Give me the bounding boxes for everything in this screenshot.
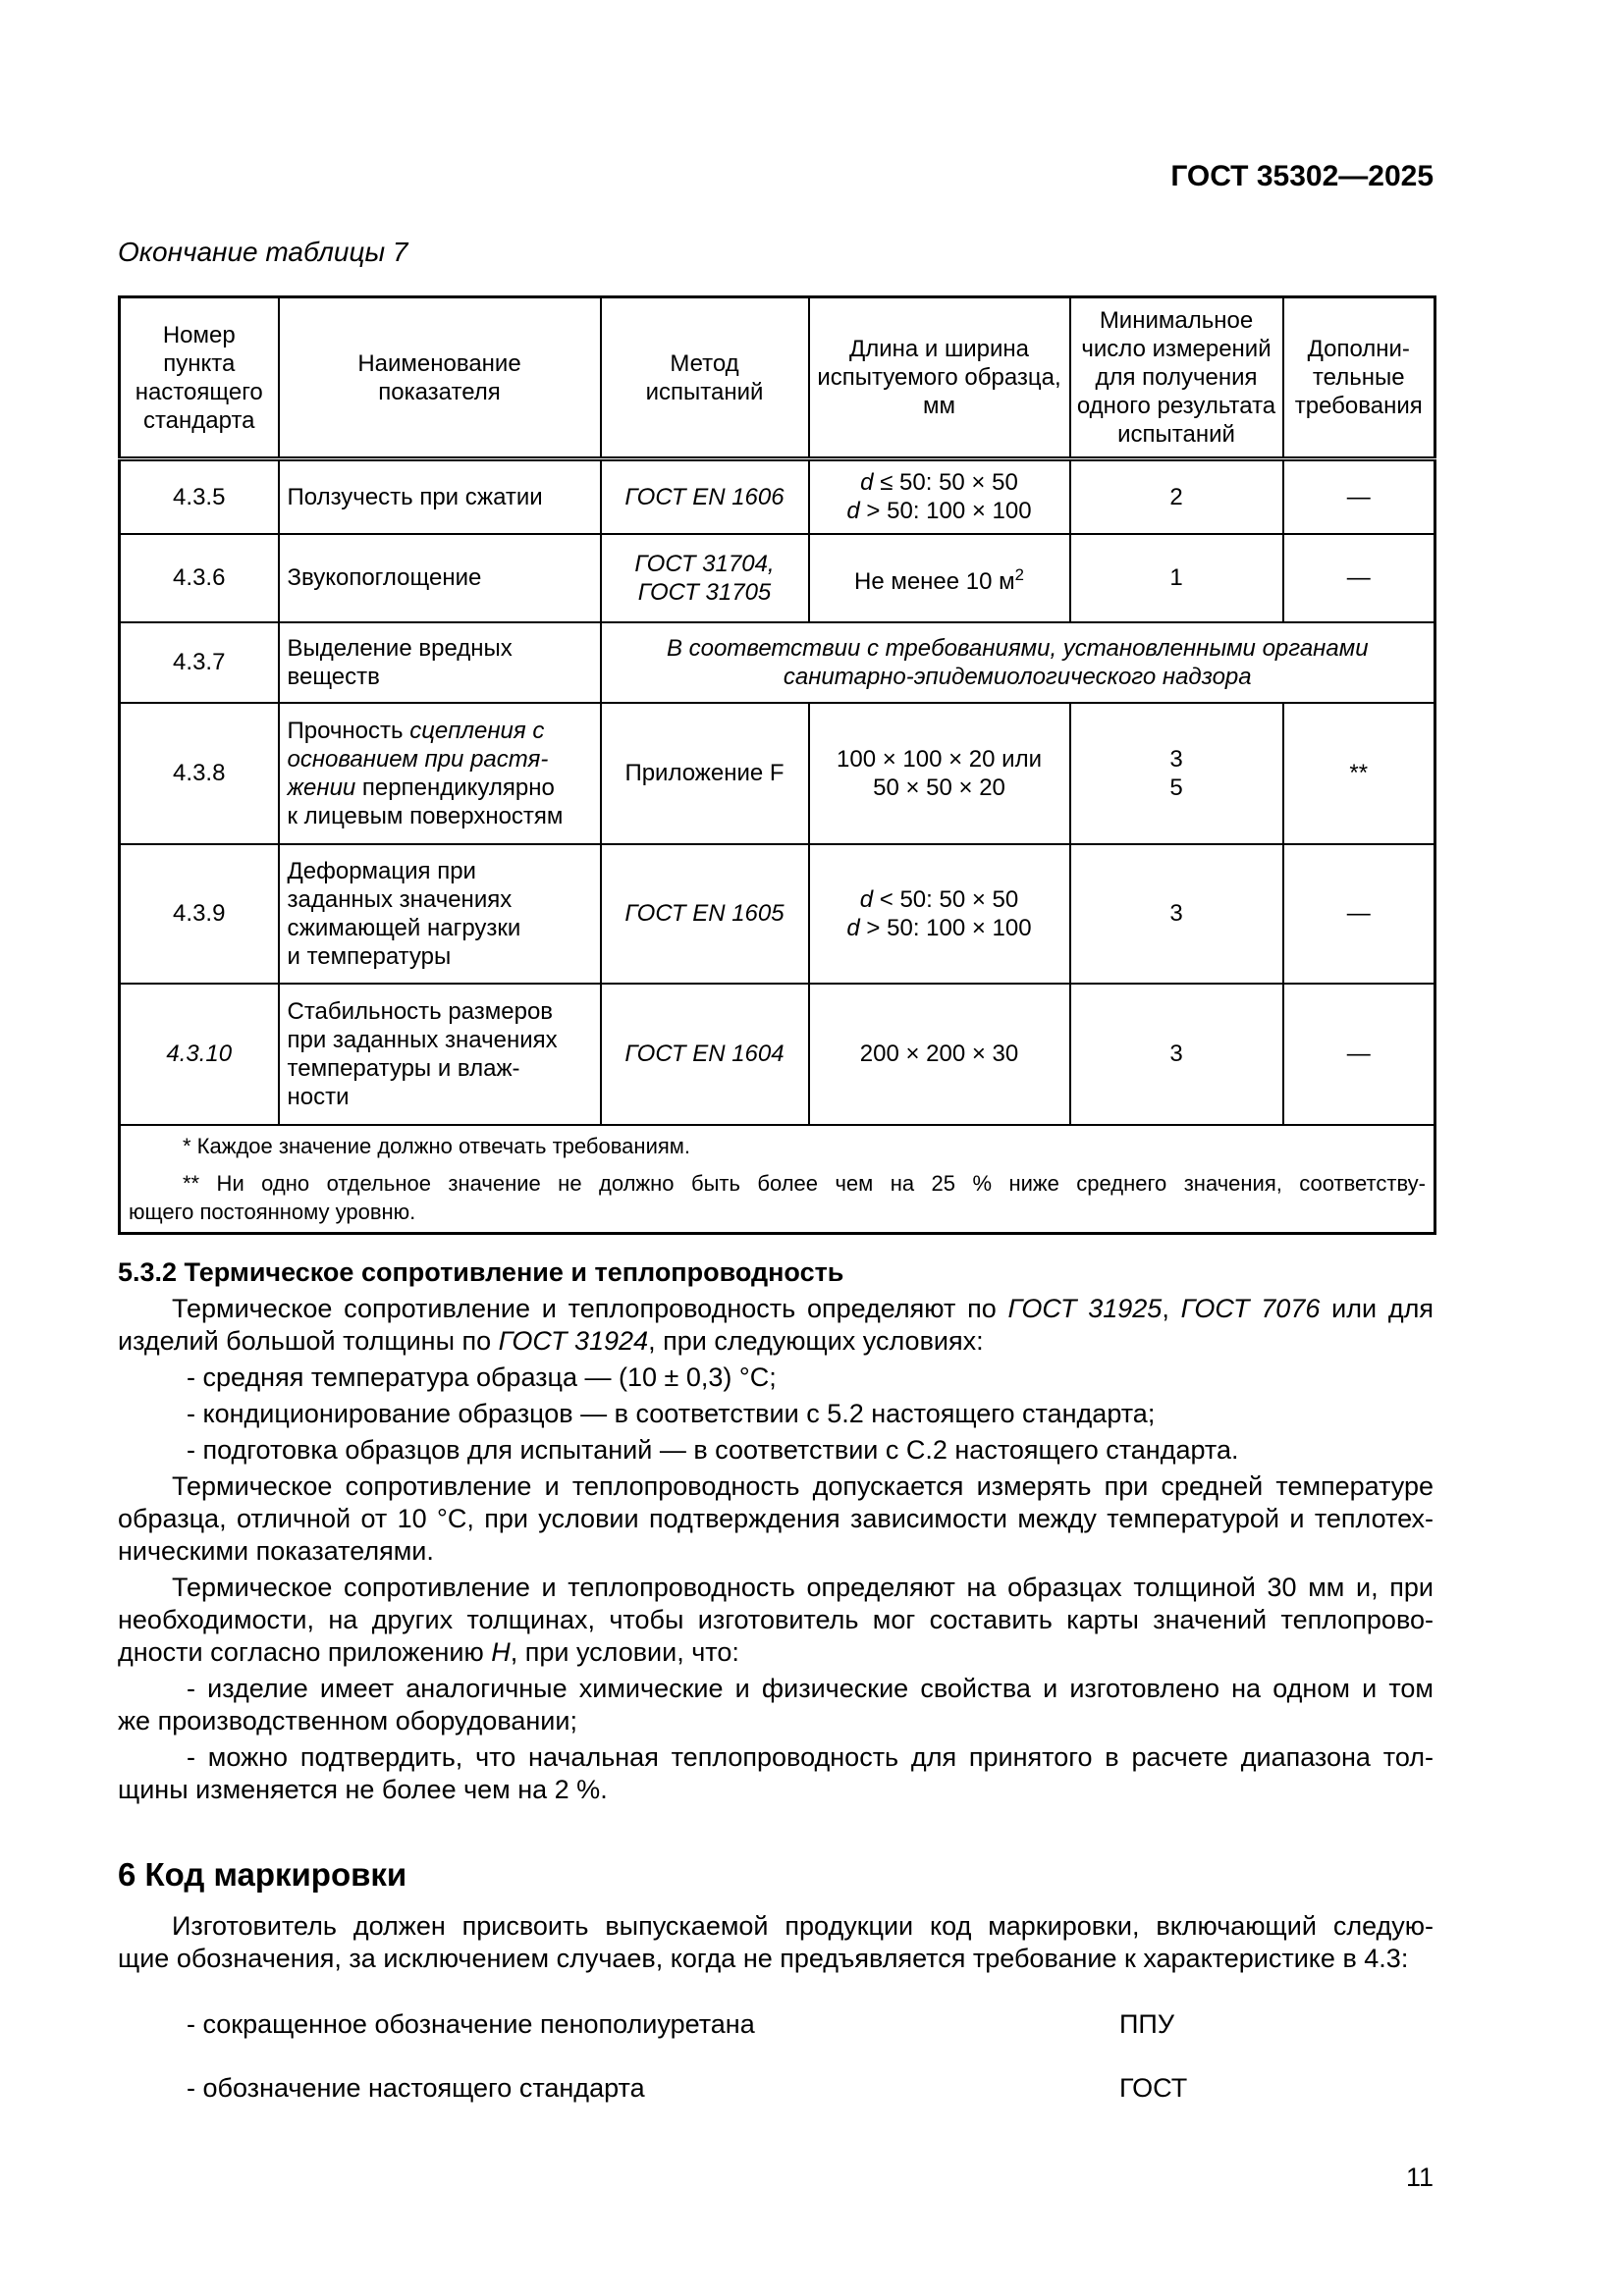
text-run: d [860,469,874,497]
text-run: Не менее 10 м [853,567,1015,595]
text-run: к лицевым поверхностям [287,802,564,829]
marking-code-list [118,2008,1434,2105]
text-line [118,1325,1434,1358]
text-run: или для [1320,1293,1434,1323]
cell-clause-number [120,984,279,1125]
text-line: 50 × 50 × 20 [873,774,1005,801]
cell-specimen-size [809,703,1070,844]
text-run: основанием при растя- [287,745,549,773]
table-row [120,622,1435,703]
superscript: 2 [1014,564,1025,584]
table-header-cell [279,297,601,459]
text-line: 200 × 200 × 30 [859,1041,1019,1067]
text-line [288,745,592,774]
table-row [120,984,1435,1125]
text-line: ющего постоянному уровню. [129,1199,416,1224]
cell-indicator-name [279,844,601,984]
cell-clause-number [120,622,279,703]
text-line: при заданных значениях [287,1026,558,1053]
text-line [610,578,800,607]
cell-test-method [601,534,809,622]
text-line: же производственном оборудовании; [118,1705,577,1735]
text-line: санитарно-эпидемиологического надзора [783,663,1252,690]
footnote-row [120,1125,1435,1234]
list-item [118,1434,1434,1467]
text-line: - кондиционирование образцов — в соответствии с 5.2 настоящего стандарта; [187,1398,1156,1428]
cell-specimen-size [809,844,1070,984]
text-run: d [859,885,874,913]
text-line: 4.3.6 [173,564,226,591]
text-line: ** Ни одно отдельное значение не должно быть более чем на 25 % ниже среднего значения, соответству- [183,1170,1426,1196]
text-line: Номер [162,321,236,348]
text-line: 4.3.7 [173,649,226,675]
text-line: показателя [378,378,501,405]
text-run: ГОСТ EN 1604 [624,1041,785,1067]
cell-specimen-size [809,459,1070,534]
text-run: ГОСТ EN 1606 [624,483,785,510]
cell-test-method [601,703,809,844]
table-header-cell [1283,297,1435,459]
cell-indicator-name [279,984,601,1125]
cell-min-measurements [1070,534,1283,622]
text-line: - можно подтвердить, что начальная теплопроводность для принятого в расчете диапазона тол- [187,1741,1434,1772]
table-header-cell [809,297,1070,459]
cell-min-measurements [1070,703,1283,844]
text-line: - подготовка образцов для испытаний — в соответствии с С.2 настоящего стандарта. [187,1434,1239,1465]
text-line: Выделение вредных [287,634,513,662]
requirements-table [118,295,1436,1235]
text-line: стандарта [142,406,255,434]
marking-code-label: - сокращенное обозначение пенополиуретана [187,2008,755,2039]
text-run: , [1162,1293,1181,1323]
text-line [129,1040,270,1068]
text-line: и температуры [287,942,452,970]
text-line: Стабильность размеров [287,997,554,1025]
table-header [120,297,1435,459]
text-line: — [1346,900,1371,927]
text-run: Прочность [287,717,410,744]
text-line: 3 [1169,1041,1183,1067]
text-run: > 50: 100 × 100 [859,914,1032,941]
text-line [818,885,1061,914]
text-line: 100 × 100 × 20 или [837,745,1042,773]
cell-additional-requirements [1283,703,1435,844]
text-line [610,1040,800,1068]
text-run: ГОСТ EN 1605 [624,900,785,927]
text-line: Звукопоглощение [287,564,482,591]
text-line [818,914,1061,942]
text-line: Ползучесть при сжатии [287,483,543,510]
table-caption: Окончание таблицы 7 [118,237,408,267]
cell-specimen-size [809,984,1070,1125]
text-line: щие обозначения, за исключением случаев, когда не предъявляется требование к характеристике в 4.3: [118,1943,1409,1973]
table-header-cell [1070,297,1283,459]
text-line: заданных значениях [287,885,513,913]
text-run: ГОСТ 7076 [1180,1293,1321,1323]
cell-additional-requirements [1283,459,1435,534]
cell-min-measurements [1070,459,1283,534]
paragraph [118,1293,1434,1358]
text-line [288,774,592,802]
text-line: 4.3.5 [173,483,226,510]
marking-code-label: - обозначение настоящего стандарта [187,2072,645,2103]
text-line: - средняя температура образца — (10 ± 0,3) °С; [187,1362,777,1392]
text-line: - изделие имеет аналогичные химические и физические свойства и изготовлено на одном и том [187,1673,1434,1703]
cell-indicator-name [279,459,601,534]
list-item [118,1362,1434,1394]
text-run: d [846,914,860,941]
text-line: * Каждое значение должно отвечать требованиям. [183,1133,691,1158]
text-line [818,561,1061,596]
paragraph [118,1910,1434,1975]
cell-indicator-name [279,703,601,844]
text-run: ГОСТ 31924 [498,1325,649,1356]
text-run: ≤ 50: 50 × 50 [873,469,1018,497]
text-line: В соответствии с требованиями, установленными органами [666,634,1369,662]
text-run: d [846,498,860,525]
table-body [120,459,1435,1125]
text-line: 4.3.9 [173,900,226,927]
text-line: ** [1349,760,1369,786]
cell-clause-number [120,534,279,622]
paragraph [118,1470,1434,1568]
text-line: сжимающей нагрузки [287,914,521,941]
text-run: дности согласно приложению [118,1636,492,1667]
table-header-cell [120,297,279,459]
text-line: щины изменяется не более чем на 2 %. [118,1774,608,1804]
text-line: ническими показателями. [118,1535,434,1566]
text-line [818,497,1061,525]
text-run: ГОСТ 31704, [634,550,775,577]
text-run: H [491,1636,511,1667]
text-run: > 50: 100 × 100 [859,498,1032,525]
text-line: настоящего [135,378,263,405]
marking-code-value: ГОСТ [1119,2072,1188,2103]
text-line: 3 [1169,900,1183,927]
text-line: испытуемого образца, [817,364,1061,391]
cell-test-method [601,844,809,984]
text-line: 5 [1169,774,1183,801]
page-content [118,0,1434,2194]
marking-code-value: ППУ [1119,2008,1174,2039]
text-line: Термическое сопротивление и теплопроводность допускается измерять при средней температуре [172,1470,1434,1501]
section-heading-5-3-2: 5.3.2 Термическое сопротивление и теплопроводность [118,1256,844,1287]
text-line: 3 [1169,745,1183,773]
cell-indicator-name [279,622,601,703]
list-item [118,1741,1434,1806]
text-line: веществ [287,663,380,690]
text-run: < 50: 50 × 50 [873,885,1019,913]
cell-min-measurements [1070,844,1283,984]
text-line [118,1293,1434,1325]
text-line: 2 [1169,483,1183,510]
paragraph [118,1572,1434,1669]
table-footnotes [120,1125,1435,1234]
footnote-cell [120,1125,1435,1234]
text-line [288,802,592,830]
text-line: образца, отличной от 10 °С, при условии подтверждения зависимости между температурой и теплотех- [118,1503,1434,1533]
table-row [120,703,1435,844]
text-run: жении [287,774,356,801]
text-line [610,899,800,928]
text-line: Деформация при [287,857,476,884]
body-text [118,1256,1434,2194]
cell-clause-number [120,703,279,844]
table-header-row [120,297,1435,459]
cell-additional-requirements [1283,534,1435,622]
text-line: тельные [1312,364,1405,391]
text-run: 4.3.10 [166,1041,233,1067]
text-run: , при следующих условиях: [648,1325,984,1356]
text-line: испытаний [1117,421,1235,448]
text-line: Метод [670,349,739,377]
list-item [118,1398,1434,1430]
text-line [818,468,1061,497]
text-line: ности [287,1083,350,1110]
cell-min-measurements [1070,984,1283,1125]
text-line [610,483,800,511]
text-line: — [1346,1041,1371,1067]
text-run: изделий большой толщины по [118,1325,499,1356]
text-run: , при условии, что: [510,1636,739,1667]
text-run: ГОСТ 31705 [637,578,772,606]
text-line: Изготовитель должен присвоить выпускаемой продукции код маркировки, включающий следую- [172,1910,1434,1941]
text-line: для получения [1095,364,1258,391]
cell-additional-requirements [1283,844,1435,984]
text-line: Наименование [357,349,521,377]
text-line: одного результата [1076,393,1276,419]
text-line: пункта [163,349,236,377]
section-heading-6: 6 Код маркировки [118,1855,407,1893]
table-row [120,534,1435,622]
cell-additional-requirements [1283,984,1435,1125]
text-line: — [1346,483,1371,510]
text-line: Термическое сопротивление и теплопроводность определяют на образцах толщиной 30 мм и, при [172,1572,1434,1602]
text-run: сцепления с [409,717,545,744]
list-item [118,1673,1434,1737]
text-line: — [1346,564,1371,591]
cell-test-method [601,984,809,1125]
text-line [118,1636,1434,1669]
table-header-cell [601,297,809,459]
cell-merged-note [601,622,1435,703]
cell-clause-number [120,459,279,534]
page-number: 11 [1405,2162,1434,2192]
text-line: мм [923,393,955,419]
text-line [288,717,592,745]
table-footnote [129,1132,1426,1160]
text-line: Дополни- [1307,336,1410,362]
cell-test-method [601,459,809,534]
table-row [120,459,1435,534]
text-line [610,550,800,578]
cell-specimen-size [809,534,1070,622]
text-line: требования [1294,393,1423,419]
text-run: Термическое сопротивление и теплопроводность определяют по [172,1293,1008,1323]
marking-code-row [118,2072,1434,2105]
table-row [120,844,1435,984]
standard-reference: ГОСТ 35302—2025 [1170,160,1434,192]
text-run: перпендикулярно [355,774,555,801]
text-line: температуры и влаж- [287,1054,520,1082]
marking-code-row [118,2008,1434,2041]
text-line: число измерений [1081,336,1272,362]
text-run: ГОСТ 31925 [1007,1293,1163,1323]
table-footnote [129,1169,1426,1226]
text-line: 1 [1169,564,1183,591]
text-line: Приложение F [624,760,785,786]
text-line: испытаний [645,378,764,405]
cell-indicator-name [279,534,601,622]
text-line: необходимости, на других толщинах, чтобы изготовитель мог составить карты значений теплопрово- [118,1604,1434,1634]
text-line: Минимальное [1099,307,1254,334]
text-line: 4.3.8 [173,760,226,786]
text-line: Длина и ширина [848,336,1030,362]
cell-clause-number [120,844,279,984]
